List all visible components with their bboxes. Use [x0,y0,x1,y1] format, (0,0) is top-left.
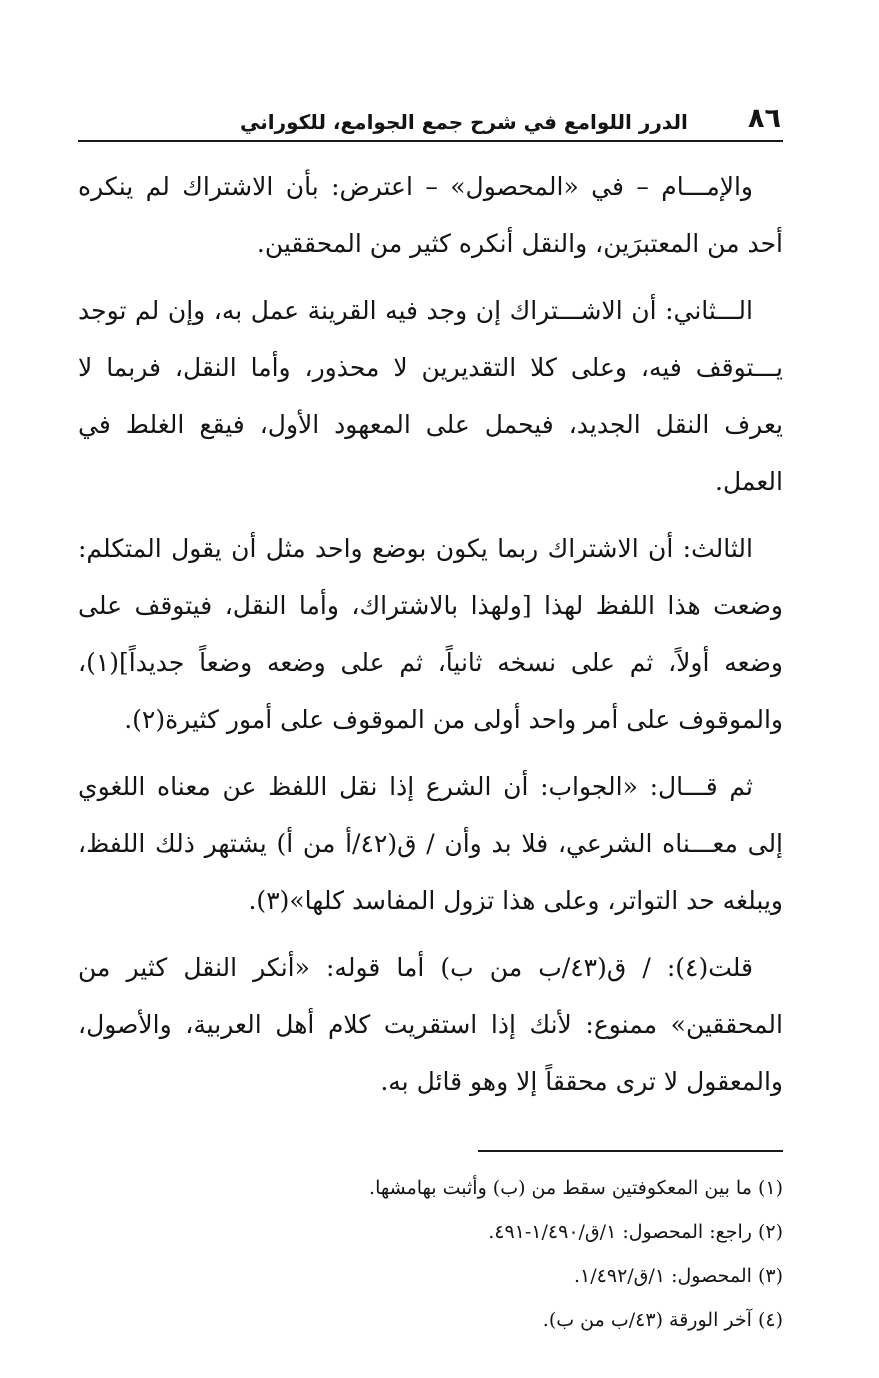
footnote: (٣) المحصول: ١/ق/١/٤٩٢. [574,1265,783,1287]
book-title: الدرر اللوامع في شرح جمع الجوامع، للكوراني [240,110,688,134]
running-header [78,96,783,142]
paragraph: ثم قـــال: «الجواب: أن الشرع إذا نقل اللفظ عن معناه اللغوي إلى معـــناه الشرعي، فلا بد وأن / ق(٤٢/أ من أ) يشتهر ذلك اللفظ، ويبلغه حد التواتر، وعلى هذا تزول المفاسد كلها»(٣). [78,772,784,915]
paragraph: الـــثاني: أن الاشـــتراك إن وجد فيه القرينة عمل به، وإن لم توجد يـــتوقف فيه، وعلى كلا التقديرين لا محذور، وأما النقل، فربما لا يعرف النقل الجديد، فيحمل على المعهود الأول، فيقع الغلط في العمل. [78,296,783,496]
book-page [78,96,783,1346]
footnote: (٢) راجع: المحصول: ١/ق/١/٤٩٠-٤٩١. [488,1221,783,1243]
body-text [78,158,783,1110]
page-number: ٨٦ [748,103,781,134]
footnote: (١) ما بين المعكوفتين سقط من (ب) وأثبت بهامشها. [369,1177,783,1199]
footnote: (٤) آخر الورقة (٤٣/ب من ب). [542,1309,783,1331]
footnote-separator [478,1150,783,1152]
paragraph: قلت(٤): / ق(٤٣/ب من ب) أما قوله: «أنكر النقل كثير من المحققين» ممنوع: لأنك إذا استقريت كلام أهل العربية، والأصول، والمعقول لا ترى محققاً إلا وهو قائل به. [78,953,783,1096]
paragraph: والإمـــام – في «المحصول» – اعترض: بأن الاشتراك لم ينكره أحد من المعتبرَين، والنقل أنكره كثير من المحققين. [78,172,783,258]
footnotes [78,1170,783,1338]
paragraph: الثالث: أن الاشتراك ربما يكون بوضع واحد مثل أن يقول المتكلم: وضعت هذا اللفظ لهذا [ولهذا بالاشتراك، وأما النقل، فيتوقف على وضعه أولاً، ثم على نسخه ثانياً، ثم على وضعه وضعاً جديداً](١)، والموقوف على أمر واحد أولى من الموقوف على أمور كثيرة(٢). [78,534,783,734]
